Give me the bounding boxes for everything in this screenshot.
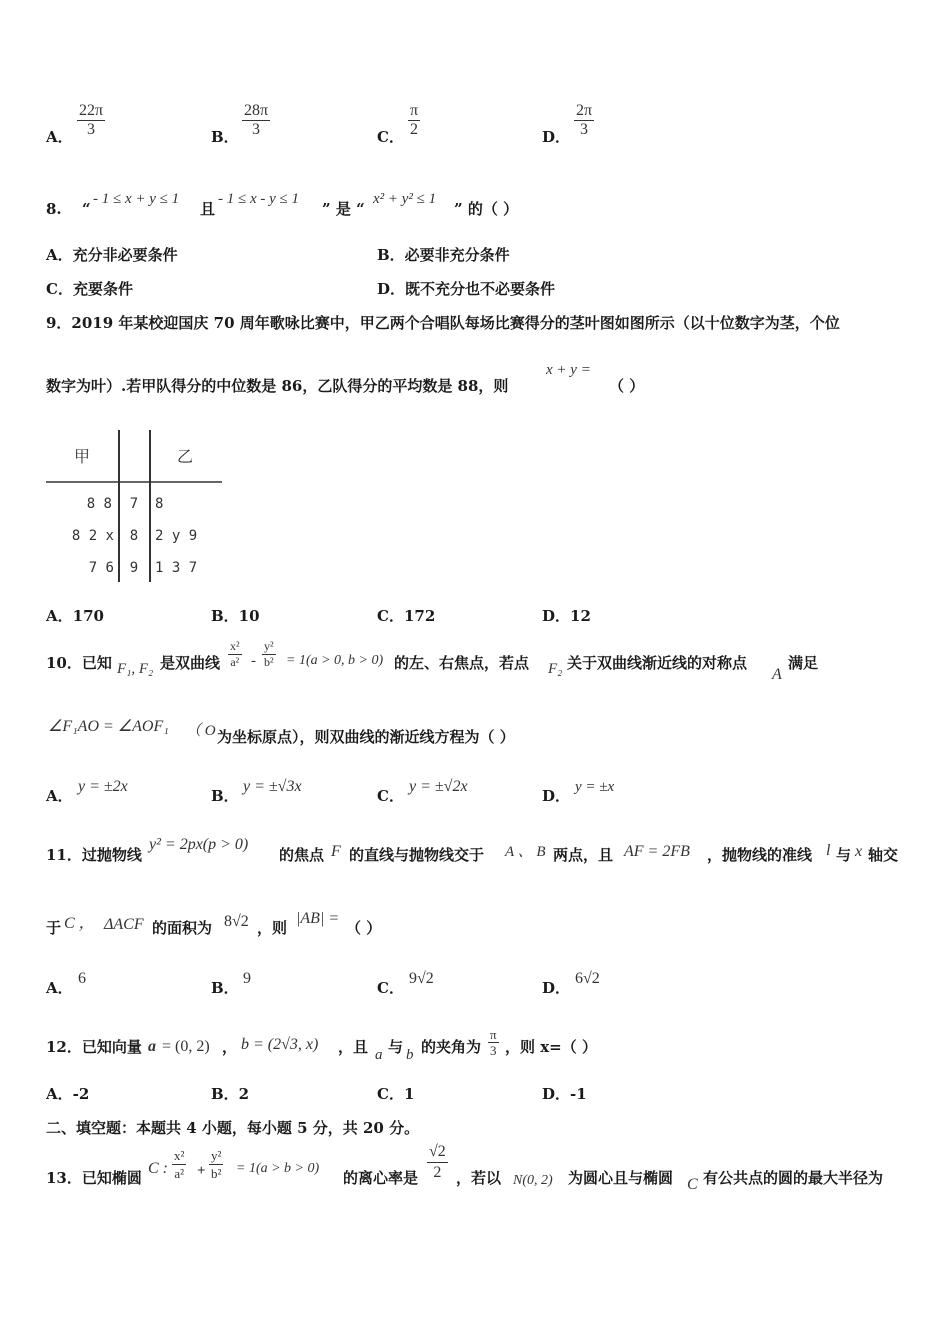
q12-option-c: C．1 <box>377 1085 415 1103</box>
q10-mid-1: 是双曲线 <box>160 654 221 672</box>
q7-option-b-label: B． <box>211 128 239 146</box>
q9-line-2: 数字为叶）.若甲队得分的中位数是 86，乙队得分的平均数是 88，则 <box>46 377 509 395</box>
q10-mid-2: 的左、右焦点，若点 <box>394 654 530 672</box>
q11-point-c: C ， <box>64 915 95 932</box>
q7-option-c-label: C． <box>377 128 404 146</box>
q11-directrix: l <box>826 842 831 859</box>
q13-y-fraction: $\frac{\text{y²}}{\text{b²}}$ <box>211 1148 222 1181</box>
q13-ellipse-c: C <box>687 1176 698 1193</box>
q11-mid-2: 的直线与抛物线交于 <box>349 846 485 864</box>
q11-option-c-label: C． <box>377 979 404 997</box>
q11-line-2-prefix: 于 <box>46 919 62 937</box>
q12-sep: ， <box>222 1038 238 1056</box>
q13-point-n: N(0, 2) <box>513 1173 553 1188</box>
q11-parabola: y² = 2px(p > 0) <box>149 836 249 853</box>
q11-option-b-label: B． <box>211 979 239 997</box>
q12-vector-a: a <box>148 1038 156 1055</box>
q13-ellipse-label: C : <box>148 1160 168 1177</box>
q10-option-d-expr: y = ±x <box>575 779 615 795</box>
q11-option-c-expr: 9√2 <box>409 970 434 987</box>
q8-option-b: B．必要非充分条件 <box>377 246 510 264</box>
q10-foci: F₁, F₂ <box>117 661 154 677</box>
q11-option-d-label: D． <box>542 979 571 997</box>
q11-af-condition: AF = 2FB <box>624 843 690 860</box>
q12-option-a: A．-2 <box>46 1085 90 1103</box>
q10-angle-condition: ∠F₁AO = ∠AOF₁ <box>48 718 169 735</box>
q7-option-c-value: $\frac{\pi}{2}$ <box>410 102 419 138</box>
q7-option-a-value: $\frac{22\pi}{3}$ <box>79 102 104 138</box>
q12-mid-3: 的夹角为 <box>421 1038 482 1056</box>
q8-condition-3: x² + y² ≤ 1 <box>373 191 437 207</box>
q10-option-c-label: C． <box>377 787 404 805</box>
q11-prefix: 11．过抛物线 <box>46 846 142 864</box>
q11-option-a-label: A． <box>46 979 73 997</box>
q10-origin: （ O <box>186 723 216 739</box>
q10-option-a-label: A． <box>46 787 73 805</box>
q13-mid-2: ，若以 <box>456 1169 502 1187</box>
q12-vector-a-value: = (0, 2) <box>162 1038 210 1055</box>
q13-prefix: 13．已知椭圆 <box>46 1169 142 1187</box>
q9-option-a: A．170 <box>46 607 104 625</box>
q9-paren: （ ） <box>609 377 645 395</box>
q9-line-1: 9．2019 年某校迎国庆 70 周年歌咏比赛中，甲乙两个合唱队每场比赛得分的茎叶图如图所示（以十位数字为茎，个位 <box>46 314 840 332</box>
q7-option-d-label: D． <box>542 128 571 146</box>
q9-option-d: D．12 <box>542 607 591 625</box>
q9-expression: x + y = <box>546 362 591 378</box>
q7-option-d-value: $\frac{2\pi}{3}$ <box>576 102 593 138</box>
q10-option-b-label: B． <box>211 787 239 805</box>
q10-y-fraction: $\frac{\text{y²}}{\text{b²}}$ <box>264 639 274 669</box>
row-3-right-leaves: 1 3 7 <box>155 560 198 576</box>
q8-condition-1: - 1 ≤ x + y ≤ 1 <box>93 191 180 207</box>
row-3-left-leaves: 7 6 <box>88 560 114 576</box>
q11-paren: （ ） <box>346 919 382 937</box>
q11-mid-4: ，抛物线的准线 <box>707 846 813 864</box>
q12-option-b: B．2 <box>211 1085 250 1103</box>
q13-ellipse-tail: = 1(a > b > 0) <box>236 1161 320 1176</box>
q10-prefix: 10．已知 <box>46 654 112 672</box>
q10-f2: F₂ <box>548 661 563 677</box>
right-team-head: 乙 <box>176 447 194 466</box>
q11-mid-3: 两点，且 <box>553 846 614 864</box>
q12-option-d: D．-1 <box>542 1085 587 1103</box>
q10-option-a-expr: y = ±2x <box>78 778 128 795</box>
q7-option-a-label: A． <box>46 128 73 146</box>
row-1-stem: 7 <box>129 496 139 512</box>
q13-tail: 有公共点的圆的最大半径为 <box>703 1169 884 1187</box>
q11-focus: F <box>331 843 341 860</box>
q8-tail: ” 的（ ） <box>454 200 519 218</box>
row-2-stem: 8 <box>129 528 139 544</box>
q12-a: a <box>375 1047 383 1063</box>
q10-hyperbola-tail: = 1(a > 0, b > 0) <box>286 653 384 668</box>
row-2-left-leaves: 8 2 x <box>71 528 114 544</box>
q9-option-b: B．10 <box>211 607 260 625</box>
row-1-left-leaves: 8 8 <box>86 496 112 512</box>
q13-plus: + <box>197 1163 206 1179</box>
q13-mid-1: 的离心率是 <box>343 1169 419 1187</box>
q8-option-a: A．充分非必要条件 <box>46 246 178 264</box>
q12-mid-1: ，且 <box>338 1038 369 1056</box>
q10-mid-3: 关于双曲线渐近线的对称点 <box>567 654 748 672</box>
q12-mid-2: 与 <box>388 1038 404 1056</box>
q12-prefix: 12．已知向量 <box>46 1038 142 1056</box>
q11-mid-1: 的焦点 <box>279 846 325 864</box>
q8-is: ” 是 “ <box>322 200 365 218</box>
q8-number: 8. <box>46 200 62 218</box>
q8-option-d: D．既不充分也不必要条件 <box>377 280 556 298</box>
q11-points-ab: A 、 B <box>505 844 546 860</box>
q11-option-b-expr: 9 <box>243 970 251 987</box>
q8-open-quote: “ <box>82 200 91 218</box>
q11-mid-5: 与 <box>836 846 852 864</box>
stem-leaf-diagram <box>44 428 226 586</box>
q11-mid-8: ，则 <box>257 919 288 937</box>
q11-x-axis: x <box>855 843 863 860</box>
q9-option-c: C．172 <box>377 607 436 625</box>
q8-option-c: C．充要条件 <box>46 280 133 298</box>
q13-mid-3: 为圆心且与椭圆 <box>568 1169 674 1187</box>
q10-point-a: A <box>772 666 782 683</box>
q12-b: b <box>406 1047 414 1063</box>
row-3-stem: 9 <box>129 560 139 576</box>
q10-option-d-label: D． <box>542 787 571 805</box>
q7-option-b-value: $\frac{28\pi}{3}$ <box>244 102 269 138</box>
q12-tail: ，则 x=（ ） <box>505 1038 597 1056</box>
q13-eccentricity: $\frac{√2}{2}$ <box>429 1143 446 1181</box>
q12-vector-b: b = (2√3, x) <box>241 1036 319 1053</box>
q8-condition-2: - 1 ≤ x - y ≤ 1 <box>218 191 300 207</box>
q8-and: 且 <box>200 200 216 218</box>
q10-mid-4: 满足 <box>788 654 819 672</box>
q10-minus: - <box>251 653 256 669</box>
q10-line-2-tail: 为坐标原点），则双曲线的渐近线方程为（ ） <box>217 728 515 746</box>
row-1-right-leaves: 8 <box>155 496 164 512</box>
q11-option-d-expr: 6√2 <box>575 970 600 987</box>
q10-option-c-expr: y = ±√2x <box>409 778 468 795</box>
q11-area: 8√2 <box>224 913 249 930</box>
q11-ab-length: |AB| = <box>296 910 340 927</box>
q11-mid-7: 的面积为 <box>152 919 213 937</box>
q13-x-fraction: $\frac{\text{x²}}{\text{a²}}$ <box>174 1148 185 1181</box>
left-team-head: 甲 <box>73 447 91 466</box>
q10-option-b-expr: y = ±√3x <box>243 778 302 795</box>
q10-x-fraction: $\frac{\text{x²}}{\text{a²}}$ <box>230 639 240 669</box>
row-2-right-leaves: 2 y 9 <box>155 528 198 544</box>
q11-mid-6: 轴交 <box>868 846 899 864</box>
section-2-heading: 二、填空题：本题共 4 小题，每小题 5 分，共 20 分。 <box>46 1119 420 1137</box>
q12-angle: $\frac{\pi}{3}$ <box>490 1027 497 1058</box>
q11-option-a-expr: 6 <box>78 970 86 987</box>
q11-triangle: ΔACF <box>104 916 144 933</box>
